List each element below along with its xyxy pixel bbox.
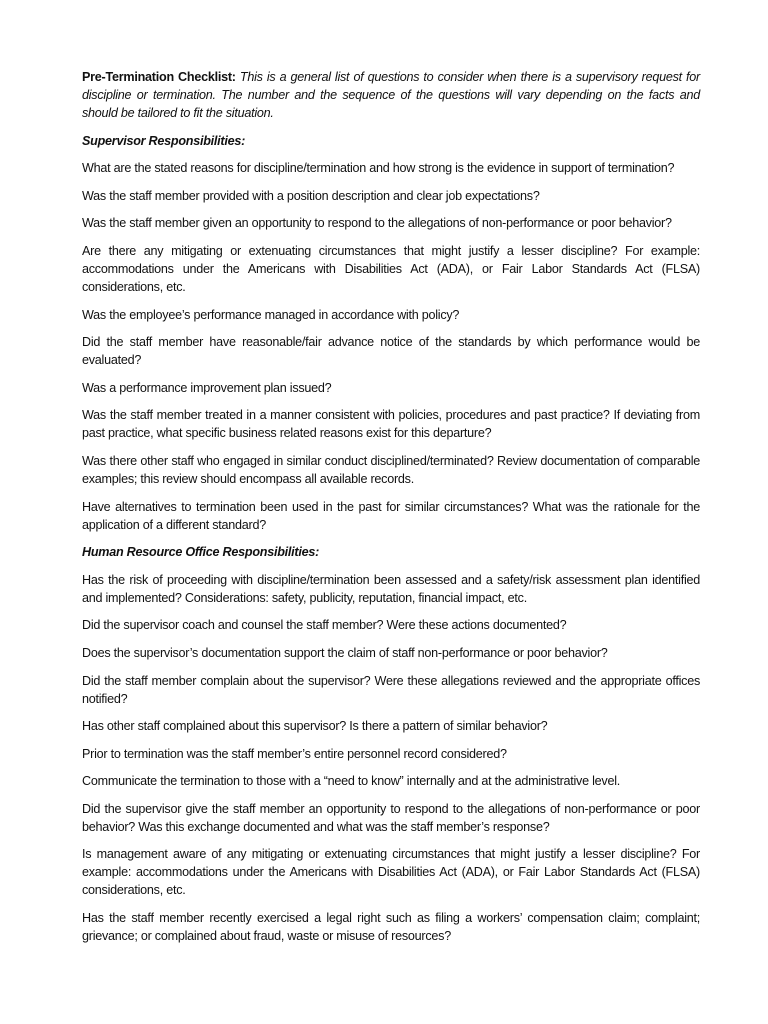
checklist-item: Has other staff complained about this supervisor? Is there a pattern of similar behavior? — [82, 719, 548, 734]
checklist-item: Was the staff member given an opportunity to respond to the allegations of non-performance or poor behavior? — [82, 216, 672, 231]
section-heading-human-resources: Human Resource Office Responsibilities: — [82, 545, 320, 560]
checklist-item: Was a performance improvement plan issued? — [82, 380, 332, 395]
checklist-item: Prior to termination was the staff member’s entire personnel record considered? — [82, 746, 507, 761]
checklist-item: Was the staff member provided with a position description and clear job expectations? — [82, 188, 540, 203]
checklist-item: Has the staff member recently exercised a legal right such as filing a workers’ compensation claim; complaint; grievance; or complained about fraud, waste or misuse of resources? — [82, 911, 700, 944]
checklist-item: Was the employee’s performance managed in accordance with policy? — [82, 307, 460, 322]
intro-paragraph — [82, 68, 700, 122]
checklist-item: What are the stated reasons for discipline/termination and how strong is the evidence in support of termination? — [82, 161, 675, 176]
checklist-item: Have alternatives to termination been used in the past for similar circumstances? What was the rationale for the application of a different standard? — [82, 499, 700, 532]
checklist-item: Did the staff member complain about the supervisor? Were these allegations reviewed and the appropriate offices notified? — [82, 673, 700, 706]
checklist-item: Communicate the termination to those with a “need to know” internally and at the administrative level. — [82, 774, 621, 789]
document-page — [82, 68, 700, 955]
checklist-item: Are there any mitigating or extenuating circumstances that might justify a lesser discipline? For example: accommodations under the Americans with Disabilities Act (ADA), or Fair Labor Standards Act (FLSA) considerations, etc. — [82, 243, 700, 294]
section-heading-supervisor: Supervisor Responsibilities: — [82, 133, 246, 148]
checklist-item: Was there other staff who engaged in similar conduct disciplined/terminated? Review documentation of comparable examples; this review should encompass all available records. — [82, 453, 700, 486]
checklist-item: Does the supervisor’s documentation support the claim of staff non-performance or poor behavior? — [82, 645, 608, 660]
checklist-title: Pre-Termination Checklist: — [82, 70, 236, 84]
checklist-item: Did the supervisor coach and counsel the staff member? Were these actions documented? — [82, 618, 567, 633]
checklist-item: Is management aware of any mitigating or extenuating circumstances that might justify a lesser discipline? For example: accommodations under the Americans with Disabilities Act (ADA), or Fair Labor Standards Act (FLSA) considerations, etc. — [82, 847, 700, 898]
checklist-item: Has the risk of proceeding with discipline/termination been assessed and a safety/risk assessment plan identified and implemented? Considerations: safety, publicity, reputation, financial impact, etc. — [82, 572, 700, 605]
checklist-item: Was the staff member treated in a manner consistent with policies, procedures and past practice? If deviating from past practice, what specific business related reasons exist for this departure? — [82, 408, 700, 441]
checklist-item: Did the staff member have reasonable/fair advance notice of the standards by which performance would be evaluated? — [82, 335, 700, 368]
checklist-item: Did the supervisor give the staff member an opportunity to respond to the allegations of non-performance or poor behavior? Was this exchange documented and what was the staff member’s response? — [82, 801, 700, 834]
intro-text: This is a general list of questions to consider when there is a supervisory request for discipline or termination. The number and the sequence of the questions will vary depending on the facts and should be tailored to fit the situation. — [82, 70, 700, 120]
